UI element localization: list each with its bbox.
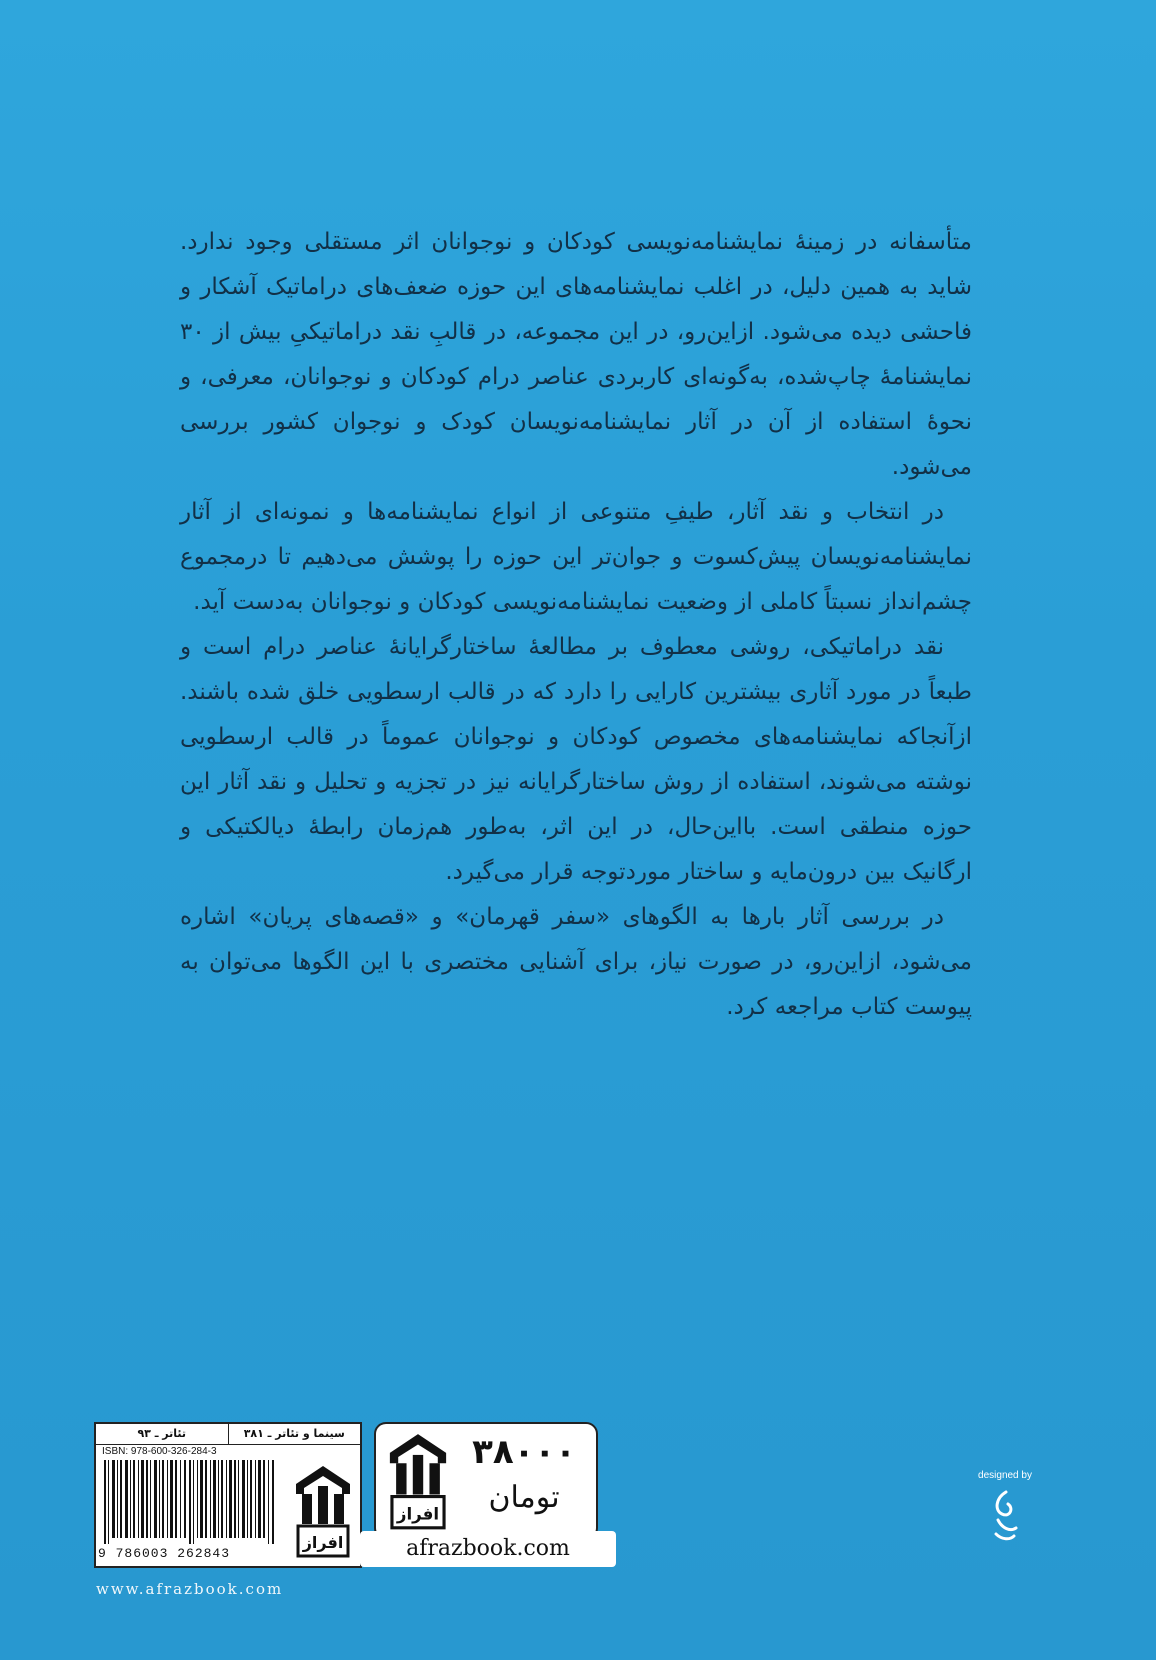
blurb-paragraph-4: در بررسی آثار بارها به الگوهای «سفر قهرمان» و «قصه‌های پریان» اشاره می‌شود، ازاین‌رو، در صورت نیاز، برای آشنایی مختصری با این الگوها می‌توان به پیوست کتاب مراجعه کرد.: [180, 904, 972, 1020]
blurb-text: [180, 220, 972, 1030]
barcode-digits: 9 786003 262843: [98, 1546, 231, 1561]
blurb-paragraph-3: نقد دراماتیکی، روشی معطوف بر مطالعهٔ ساختارگرایانهٔ عناصر درام است و طبعاً در مورد آثاری بیشترین کارایی را دارد که در قالب ارسطویی خلق شده باشند. ازآنجاکه نمایشنامه‌های مخصوص کودکان و نوجوانان عموماً در قالب ارسطویی نوشته می‌شوند، استفاده از روش ساختارگرایانه نیز در تجزیه و تحلیل و نقد آثار این حوزه منطقی است. بااین‌حال، در این اثر، به‌طور هم‌زمان رابطهٔ دیالکتیکی و ارگانیک بین درون‌مایه و ساختار موردتوجه قرار می‌گیرد.: [180, 634, 972, 885]
afraz-logo-icon: [292, 1464, 354, 1560]
series-theater: تئاتر ـ ۹۳: [137, 1427, 187, 1440]
price-currency: تومان: [488, 1480, 560, 1515]
isbn-number: ISBN: 978-600-326-284-3: [102, 1446, 217, 1457]
publisher-website: www.afrazbook.com: [96, 1580, 284, 1598]
designer-credit: [960, 1470, 1050, 1560]
svg-text:افراز: افراز: [302, 1533, 344, 1552]
designer-signature-icon: [988, 1488, 1022, 1544]
designer-label: designed by: [978, 1470, 1032, 1481]
barcode: [102, 1460, 280, 1544]
isbn-barcode-sticker: [94, 1422, 362, 1568]
blurb-paragraph-2: در انتخاب و نقد آثار، طیفِ متنوعی از انواع نمایشنامه‌ها و نمونه‌ای از آثار نمایشنامه‌نویسان پیش‌کسوت و جوان‌تر این حوزه را پوشش می‌دهیم تا درمجموع چشم‌انداز نسبتاً کاملی از وضعیت نمایشنامه‌نویسی کودکان و نوجوانان به‌دست آید.: [180, 499, 972, 615]
series-cinema-theater: سینما و تئاتر ـ ۳۸۱: [228, 1424, 361, 1444]
price-sticker: [374, 1422, 598, 1540]
blurb-paragraph-1: متأسفانه در زمینهٔ نمایشنامه‌نویسی کودکان و نوجوانان اثر مستقلی وجود ندارد. شاید به همین دلیل، در اغلب نمایشنامه‌های این حوزه ضعف‌های دراماتیک آشکار و فاحشی دیده می‌شود. ازاین‌رو، در این مجموعه، در قالبِ نقد دراماتیکیِ بیش از ۳۰ نمایشنامهٔ چاپ‌شده، به‌گونه‌ای کاربردی عناصر درام کودکان و نوجوانان، معرفی، و نحوهٔ استفاده از آن در آثار نمایشنامه‌نویسان کودک و نوجوان کشور بررسی می‌شود.: [180, 229, 972, 480]
series-row: [96, 1424, 360, 1445]
svg-text:افراز: افراز: [396, 1504, 440, 1524]
price-value: ۳۸۰۰۰: [472, 1432, 576, 1472]
afraz-logo-icon: [384, 1432, 452, 1532]
price-sticker-url: afrazbook.com: [360, 1531, 616, 1567]
